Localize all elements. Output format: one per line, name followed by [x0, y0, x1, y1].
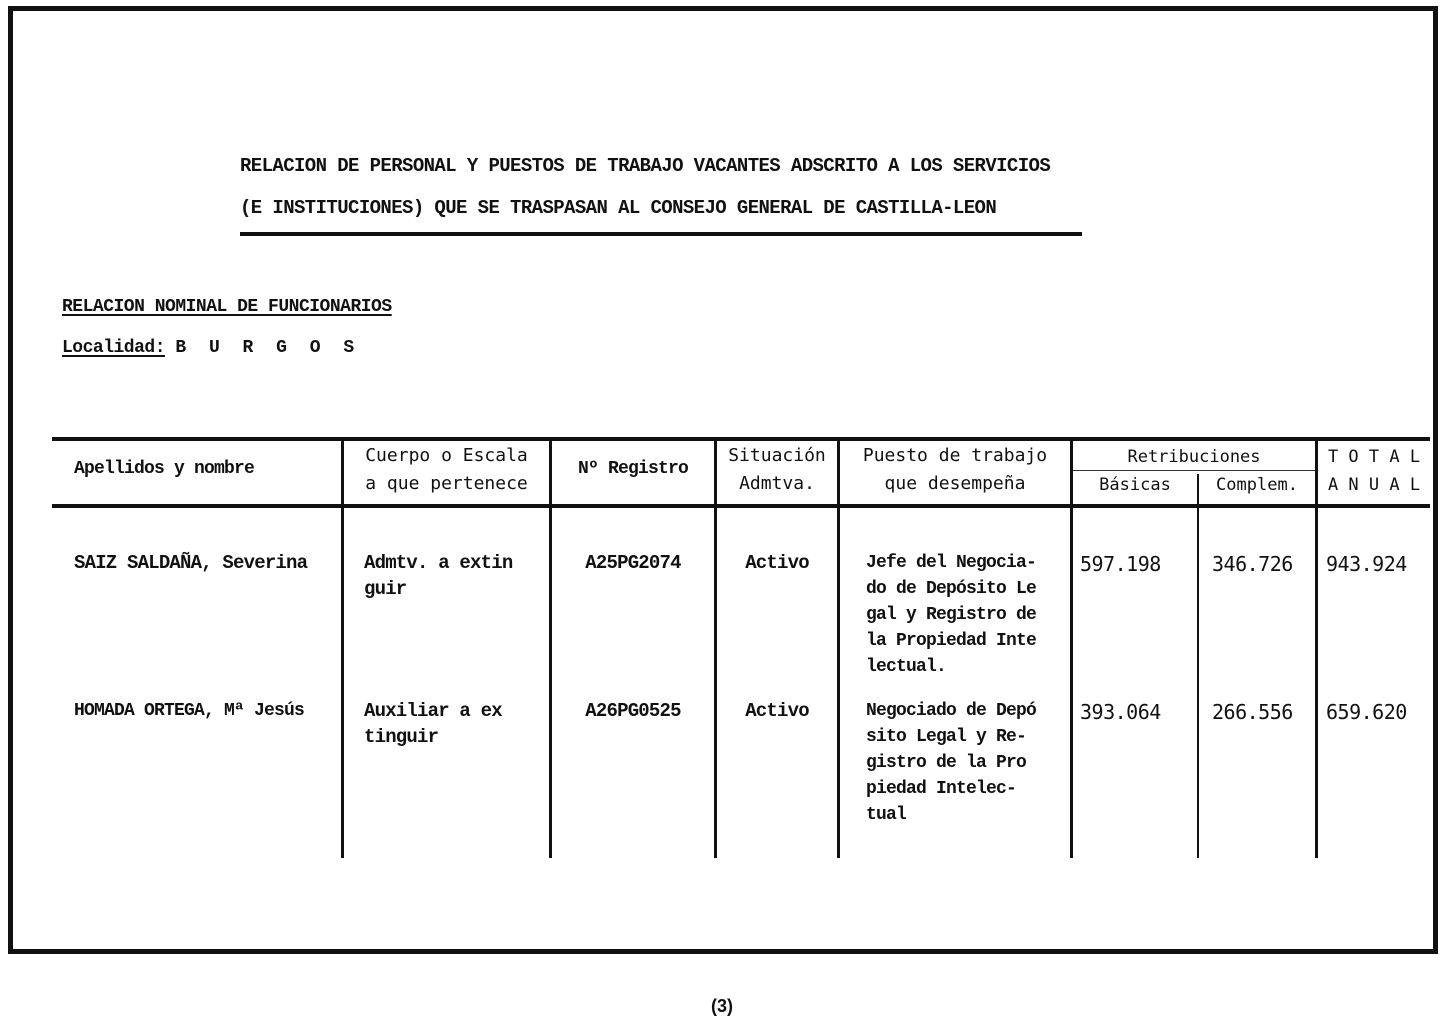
- row-1-registro: A25PG2074: [585, 552, 681, 574]
- header-basicas: Básicas: [1099, 475, 1171, 495]
- column-divider: [341, 440, 344, 858]
- row-2-cuerpo: Auxiliar a ex tinguir: [364, 700, 502, 748]
- header-situacion: Situación Admtva.: [728, 445, 826, 494]
- title-line-1: RELACION DE PERSONAL Y PUESTOS DE TRABAJO VACANTES ADSCRITO A LOS SERVICIOS: [240, 155, 1051, 177]
- row-1-name: SAIZ SALDAÑA, Severina: [74, 552, 308, 574]
- page-number: (3): [711, 996, 733, 1016]
- row-1-basicas: 597.198: [1080, 552, 1161, 576]
- title-line-2: (E INSTITUCIONES) QUE SE TRASPASAN AL CONSEJO GENERAL DE CASTILLA-LEON: [240, 197, 997, 219]
- row-1-total: 943.924: [1326, 552, 1407, 576]
- column-divider: [714, 440, 717, 858]
- header-total: T O T A L A N U A L: [1327, 447, 1421, 495]
- header-puesto: Puesto de trabajo que desempeña: [862, 445, 1048, 494]
- row-2-registro: A26PG0525: [585, 700, 681, 722]
- row-2-name: HOMADA ORTEGA, Mª Jesús: [74, 701, 305, 721]
- column-divider: [1315, 440, 1318, 858]
- document-title: [240, 145, 1085, 236]
- row-2-basicas: 393.064: [1080, 700, 1161, 724]
- row-2-situacion: Activo: [745, 700, 809, 722]
- header-cuerpo: Cuerpo o Escala a que pertenece: [365, 445, 528, 494]
- row-2-total: 659.620: [1326, 700, 1407, 724]
- row-1-cuerpo: Admtv. a extin guir: [364, 552, 513, 600]
- row-1-situacion: Activo: [745, 552, 809, 574]
- row-1-complem: 346.726: [1212, 552, 1293, 576]
- row-2-complem: 266.556: [1212, 700, 1293, 724]
- header-retribuciones: Retribuciones: [1127, 447, 1261, 467]
- row-1-puesto: Jefe del Negocia- do de Depósito Le gal y Registro de la Propiedad Inte lectual.: [866, 553, 1037, 677]
- table-top-rule: [52, 437, 1430, 441]
- header-registro: Nº Registro: [577, 459, 689, 479]
- column-divider: [837, 440, 840, 858]
- column-divider: [1070, 440, 1073, 858]
- locality-value: B U R G O S: [175, 338, 361, 358]
- subtitle: RELACION NOMINAL DE FUNCIONARIOS: [62, 297, 392, 317]
- table-header-rule: [52, 504, 1430, 508]
- header-name: Apellidos y nombre: [74, 459, 255, 479]
- row-2-puesto: Negociado de Depó sito Legal y Re- gistro de la Pro piedad Intelec- tual: [866, 701, 1037, 825]
- title-underline: [240, 232, 1082, 236]
- header-complem: Complem.: [1216, 475, 1298, 495]
- column-divider: [1197, 474, 1199, 858]
- locality-label: Localidad:: [62, 338, 166, 358]
- column-divider: [549, 440, 552, 858]
- locality: [62, 338, 360, 358]
